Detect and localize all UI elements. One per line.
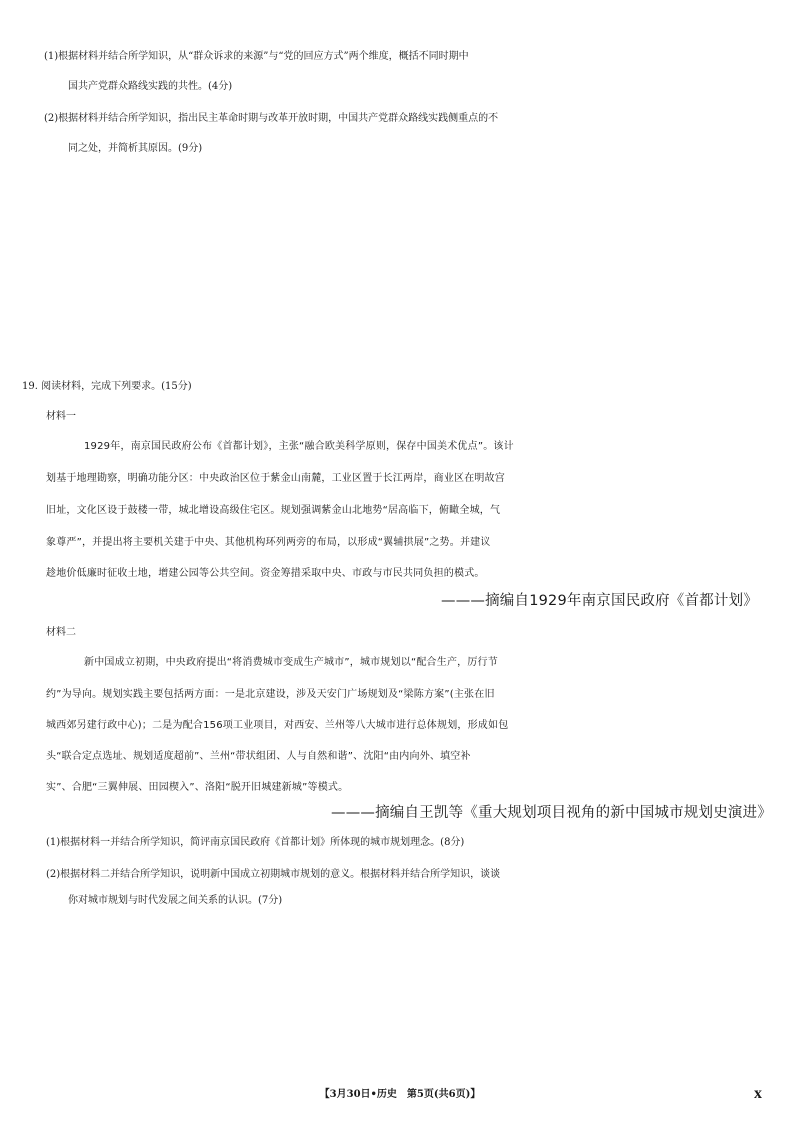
q18-part2-line2: 同之处，并简析其原因。(9分) (68, 143, 203, 154)
q18-part2-line1: (2)根据材料并结合所学知识，指出民主革命时期与改革开放时期，中国共产党群众路线实践侧重点的不 (44, 113, 499, 124)
material2-line-5: 实”、合肥“三翼伸展、田园楔入”、洛阳“脱开旧城建新城”等模式。 (46, 782, 349, 793)
corner-mark: x (754, 1085, 762, 1102)
page-footer: 【3月30日•历史 第5页(共6页)】 (319, 1089, 481, 1100)
material2-line-3: 城西郊另建行政中心)；二是为配合156项工业项目，对西安、兰州等八大城市进行总体规划，形成如包 (46, 720, 509, 731)
material1-line-4: 象尊严”，并提出将主要机关建于中央、其他机构环列两旁的布局，以形成“翼辅拱展”之势。并建议 (46, 537, 491, 548)
material1-source: ———摘编自1929年南京国民政府《首都计划》 (441, 593, 758, 609)
material1-line-5: 趁地价低廉时征收土地，增建公园等公共空间。资金筹措采取中央、市政与市民共同负担的模式。 (46, 568, 485, 579)
material2-label: 材料二 (46, 627, 76, 638)
q18-part1-line1: (1)根据材料并结合所学知识，从“群众诉求的来源”与“党的回应方式”两个维度，概括不同时期中 (44, 51, 469, 62)
material1-line-1: 1929年，南京国民政府公布《首都计划》，主张“融合欧美科学原则，保存中国美术优点”。该计 (84, 441, 514, 452)
q19-part2-line1: (2)根据材料二并结合所学知识，说明新中国成立初期城市规划的意义。根据材料并结合所学知识，谈谈 (46, 869, 501, 880)
material1-line-3: 旧址，文化区设于鼓楼一带，城北增设高级住宅区。规划强调紫金山北地势“居高临下，俯瞰全城，气 (46, 505, 501, 516)
q18-part1-line2: 国共产党群众路线实践的共性。(4分) (68, 81, 233, 92)
material1-label: 材料一 (46, 411, 76, 422)
material1-line-2: 划基于地理勘察，明确功能分区：中央政治区位于紫金山南麓，工业区置于长江两岸，商业区在明故宫 (46, 473, 505, 484)
material2-line-2: 约”为导向。规划实践主要包括两方面：一是北京建设，涉及天安门广场规划及“梁陈方案”(主张在旧 (46, 689, 495, 700)
material2-line-1: 新中国成立初期，中央政府提出“将消费城市变成生产城市”，城市规划以“配合生产，厉行节 (84, 657, 498, 668)
q19-part1: (1)根据材料一并结合所学知识，简评南京国民政府《首都计划》所体现的城市规划理念。(8分) (46, 837, 465, 848)
q19-heading: 19. 阅读材料，完成下列要求。(15分) (22, 381, 192, 392)
material2-line-4: 头“联合定点选址、规划适度超前”、兰州“带状组团、人与自然和谐”、沈阳“由内向外、填空补 (46, 751, 471, 762)
q19-part2-line2: 你对城市规划与时代发展之间关系的认识。(7分) (68, 895, 283, 906)
material2-source: ———摘编自王凯等《重大规划项目视角的新中国城市规划史演进》 (331, 805, 772, 821)
